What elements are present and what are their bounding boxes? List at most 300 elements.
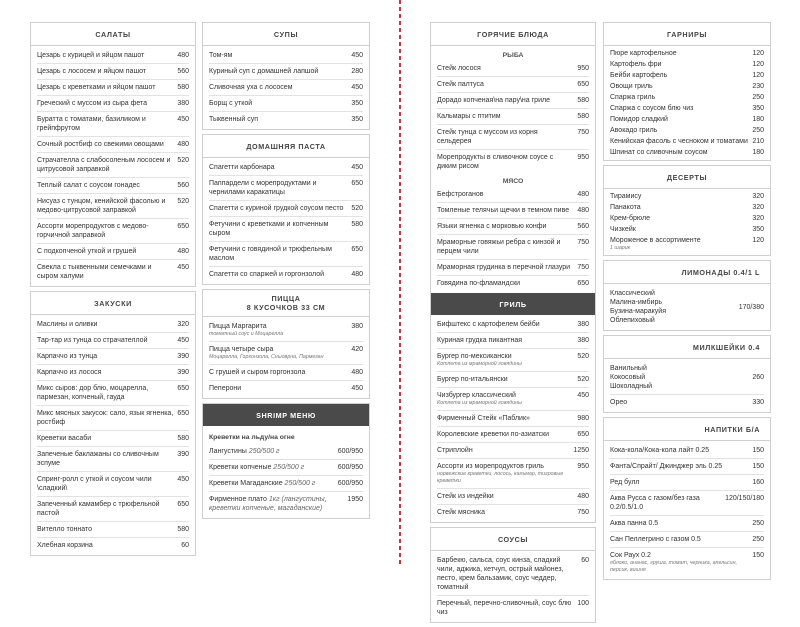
menu-item-name xyxy=(437,64,577,73)
menu-item-price: 320 xyxy=(177,321,189,328)
menu-item-price: 950 xyxy=(577,154,589,161)
menu-item-name xyxy=(209,115,351,124)
menu-item-price: 600/950 xyxy=(337,448,363,455)
milkshakes-price: 260 xyxy=(752,374,764,381)
menu-item-price: 1250 xyxy=(573,447,589,454)
menu-item-name xyxy=(610,49,752,58)
menu-item-row xyxy=(437,489,589,505)
menu-item-row xyxy=(209,267,363,282)
menu-item-title: Свекла с тыквенными семечками и сыром халуми xyxy=(37,264,152,280)
menu-item-name xyxy=(437,492,577,501)
sauces-list xyxy=(431,551,595,622)
menu-item-name xyxy=(437,238,577,256)
menu-item-price: 560 xyxy=(177,182,189,189)
menu-item-price: 480 xyxy=(177,248,189,255)
menu-item-name xyxy=(209,220,351,238)
menu-item-row xyxy=(209,476,363,492)
menu-item-title: Томленые телячьи щечки в темном пиве xyxy=(437,207,570,214)
menu-item-row xyxy=(437,61,589,77)
menu-item-price: 120 xyxy=(752,72,764,79)
menu-item-price: 650 xyxy=(577,81,589,88)
menu-item-row xyxy=(37,64,189,80)
menu-item-name xyxy=(209,67,351,76)
milkshakes-title: МИЛКШЕЙКИ 0.4 xyxy=(604,336,770,359)
menu-item-name xyxy=(437,320,577,329)
menu-item-title: Барбекю, сальса, соус кинза, сладкий чили, аджика, кетчуп, острый майонез, песто, крем бальзамик, соус чеддер, томатный xyxy=(437,557,564,591)
menu-item-price: 250 xyxy=(752,127,764,134)
milkshakes-names xyxy=(610,364,752,391)
drinks-section xyxy=(603,417,771,580)
menu-item-title: Запеченые баклажаны со сливочным эспуме xyxy=(37,451,159,467)
menu-item-name xyxy=(37,368,177,377)
menu-item-price: 350 xyxy=(752,226,764,233)
pizza-list xyxy=(203,317,369,398)
menu-item-title: Ред булл xyxy=(610,479,640,486)
lemonades-section xyxy=(603,260,771,331)
menu-item-title: Шпинат со сливочным соусом xyxy=(610,149,708,156)
menu-item-name xyxy=(437,336,577,345)
menu-item-title: Чизбургер классический xyxy=(437,392,516,399)
menu-item-row xyxy=(437,260,589,276)
menu-item-row xyxy=(209,460,363,476)
column-3 xyxy=(430,22,596,627)
menu-item-price: 950 xyxy=(577,65,589,72)
menu-item-title: Ванильный xyxy=(610,365,647,372)
desserts-section xyxy=(603,165,771,256)
menu-item-title: Сан Пеллегрино с газом 0.5 xyxy=(610,536,701,543)
menu-item-price: 180 xyxy=(752,116,764,123)
menu-item-title: Маслины и оливки xyxy=(37,321,98,328)
menu-item-row xyxy=(209,160,363,176)
menu-item-name xyxy=(209,51,351,60)
menu-item-row xyxy=(37,260,189,284)
menu-item-row xyxy=(437,349,589,372)
menu-item-title: Пеперони xyxy=(209,385,242,392)
menu-item-price: 350 xyxy=(752,105,764,112)
hot-section xyxy=(430,22,596,523)
menu-item-title: Говядина по-фламандски xyxy=(437,280,521,287)
menu-item-name xyxy=(37,263,177,281)
menu-item-row xyxy=(610,443,764,459)
menu-item-row xyxy=(37,365,189,381)
menu-item-title: Вителло тоннато xyxy=(37,526,92,533)
menu-item-title: Буратта с томатами, базиликом и грейпфрутом xyxy=(37,116,146,132)
menu-item-price: 750 xyxy=(577,239,589,246)
menu-item-row xyxy=(37,48,189,64)
pizza-section xyxy=(202,289,370,399)
menu-item-price: 150 xyxy=(752,552,764,559)
menu-item-name xyxy=(37,83,177,92)
menu-item-name xyxy=(610,126,752,135)
lemonades-row xyxy=(610,286,764,328)
menu-item-name xyxy=(437,414,577,423)
menu-item-title: Креветки васаби xyxy=(37,435,92,442)
menu-item-price: 650 xyxy=(177,385,189,392)
menu-item-title: Морепродукты в сливочном соусе с диким рисом xyxy=(437,154,554,170)
menu-item-title: Стейк палтуса xyxy=(437,81,484,88)
menu-item-name xyxy=(437,112,577,121)
menu-item-name xyxy=(437,462,577,485)
menu-item-price: 320 xyxy=(752,215,764,222)
menu-item-title: Шоколадный xyxy=(610,383,653,390)
menu-item-row xyxy=(610,136,764,147)
menu-item-row xyxy=(37,333,189,349)
menu-item-title: Карпаччо из лосося xyxy=(37,369,102,376)
menu-item-title: Стейк лосося xyxy=(437,65,481,72)
menu-item-name xyxy=(37,140,177,149)
menu-item-name xyxy=(37,500,177,518)
menu-item-row xyxy=(37,219,189,244)
menu-item-row xyxy=(37,96,189,112)
menu-item-price: 380 xyxy=(577,337,589,344)
lemonades-title: ЛИМОНАДЫ 0.4/1 L xyxy=(604,261,770,284)
menu-item-price: 1950 xyxy=(347,496,363,503)
menu-item-title: Спаржа с соусом блю чиз xyxy=(610,105,694,112)
menu-item-row xyxy=(610,532,764,548)
menu-item-price: 210 xyxy=(752,138,764,145)
menu-item-name xyxy=(209,322,351,338)
menu-item-name xyxy=(610,60,752,69)
menu-item-name xyxy=(37,475,177,493)
menu-item-weight: 250/500 г xyxy=(248,448,280,455)
menu-item-row xyxy=(437,203,589,219)
menu-item-name xyxy=(610,535,752,544)
menu-item-price: 230 xyxy=(752,83,764,90)
menu-item-price: 520 xyxy=(577,353,589,360)
drinks-title: НАПИТКИ Б/А xyxy=(604,418,770,441)
hot-title: ГОРЯЧИЕ БЛЮДА xyxy=(431,23,595,46)
menu-item-row xyxy=(37,381,189,406)
menu-item-row xyxy=(209,64,363,80)
menu-item-title: Аква Русса с газом/без газа 0.2/0.5/1.0 xyxy=(610,495,700,511)
menu-item-title: Куриный суп с домашней лапшой xyxy=(209,68,319,75)
menu-item-title: Перечный, перечно-сливочный, соус блю чиз xyxy=(437,600,572,616)
menu-item-title: Стейк из индейки xyxy=(437,493,494,500)
menu-item-name xyxy=(437,80,577,89)
menu-item-row xyxy=(610,202,764,213)
menu-item-row xyxy=(437,443,589,459)
menu-item-name xyxy=(37,320,177,329)
menu-item-price: 380 xyxy=(177,100,189,107)
menu-item-price: 480 xyxy=(177,141,189,148)
menu-item-price: 320 xyxy=(752,204,764,211)
lemonades-price: 170/380 xyxy=(738,303,764,311)
menu-item-row xyxy=(437,150,589,174)
menu-item-name xyxy=(37,541,181,550)
fish-subtitle: РЫБА xyxy=(502,52,524,59)
menu-item-title: Ассорти морепродуктов с медово-горчичной заправкой xyxy=(37,223,149,239)
menu-item-price: 650 xyxy=(177,410,189,417)
menu-item-price: 390 xyxy=(177,451,189,458)
menu-item-row xyxy=(610,213,764,224)
milkshake-oreo-price: 330 xyxy=(752,399,764,406)
menu-item-row xyxy=(209,112,363,127)
menu-item-row xyxy=(37,137,189,153)
column-1 xyxy=(30,22,196,560)
menu-item-name xyxy=(37,336,177,345)
menu-item-note: 1 шарик xyxy=(610,245,631,251)
menu-item-price: 520 xyxy=(177,198,189,205)
page-fold-divider xyxy=(399,0,401,566)
menu-item-name xyxy=(437,128,577,146)
grill-title: ГРИЛЬ xyxy=(431,293,595,315)
menu-item-row xyxy=(37,538,189,553)
desserts-list xyxy=(604,189,770,255)
menu-item-note: яблоко, ананас, груша, томат, черника, апельсин, персик, вишня xyxy=(610,560,737,573)
salads-title: САЛАТЫ xyxy=(31,23,195,46)
menu-item-name xyxy=(37,384,177,402)
menu-item-name xyxy=(209,447,338,456)
menu-item-row xyxy=(610,147,764,158)
menu-item-title: Малина-имбирь xyxy=(610,299,662,306)
menu-item-title: Овощи гриль xyxy=(610,83,653,90)
menu-item-row xyxy=(610,70,764,81)
menu-item-name xyxy=(209,495,347,513)
menu-item-price: 450 xyxy=(351,164,363,171)
menu-item-price: 120 xyxy=(752,50,764,57)
menu-item-title: Креветки копченые xyxy=(209,464,272,471)
menu-item-price: 750 xyxy=(577,509,589,516)
menu-item-price: 390 xyxy=(177,353,189,360)
lemonades-names xyxy=(610,289,739,325)
menu-item-title: Бургер по-мексикански xyxy=(437,353,512,360)
menu-item-title: Бейби картофель xyxy=(610,72,668,79)
menu-item-name xyxy=(437,263,577,272)
menu-item-price: 390 xyxy=(177,369,189,376)
menu-item-name xyxy=(610,93,752,102)
menu-item-name xyxy=(610,236,752,252)
menu-item-title: Микс сыров: дор блю, моцарелла, пармезан, копченый, гауда xyxy=(37,385,149,401)
grill-list xyxy=(431,315,595,522)
menu-item-row xyxy=(610,475,764,491)
menu-item-title: Спагетти карбонара xyxy=(209,164,275,171)
menu-item-name xyxy=(610,192,752,201)
menu-item-note: норвежские креветки, лосось, кальмар, тигровые креветки xyxy=(437,471,564,484)
menu-item-title: С подкопченой уткой и грушей xyxy=(37,248,137,255)
menu-item-name xyxy=(209,99,351,108)
menu-item-row xyxy=(37,153,189,178)
menu-item-row xyxy=(610,491,764,516)
menu-item-name xyxy=(437,352,577,368)
menu-item-title: Стриплойн xyxy=(437,447,473,454)
menu-item-title: Фирменное плато xyxy=(209,496,267,503)
menu-item-row xyxy=(209,96,363,112)
menu-item-row xyxy=(610,548,764,577)
menu-item-name xyxy=(610,214,752,223)
menu-item-price: 100 xyxy=(577,600,589,607)
menu-item-title: Крем-брюле xyxy=(610,215,650,222)
menu-item-name xyxy=(610,494,725,512)
snacks-section xyxy=(30,291,196,556)
menu-item-name xyxy=(37,99,177,108)
menu-item-row xyxy=(610,81,764,92)
menu-item-price: 480 xyxy=(351,369,363,376)
menu-item-row xyxy=(610,103,764,114)
menu-item-title: Карпаччо из тунца xyxy=(37,353,98,360)
menu-item-row xyxy=(37,431,189,447)
menu-item-title: Тыквенный суп xyxy=(209,116,259,123)
menu-item-title: Спагетти с куриной грудкой соусом песто xyxy=(209,205,344,212)
menu-item-name xyxy=(209,245,351,263)
menu-item-name xyxy=(437,222,577,231)
menu-item-row xyxy=(37,244,189,260)
menu-item-price: 600/950 xyxy=(337,464,363,471)
menu-item-name xyxy=(437,556,581,592)
menu-item-row xyxy=(37,194,189,219)
menu-item-title: Кокосовый xyxy=(610,374,646,381)
menu-item-name xyxy=(610,115,752,124)
menu-item-price: 420 xyxy=(351,346,363,353)
menu-item-title: Пицца Маргарита xyxy=(209,323,267,330)
menu-item-weight: 250/500 г xyxy=(273,464,305,471)
menu-item-title: Цезарь с лососем и яйцом пашот xyxy=(37,68,147,75)
menu-item-price: 320 xyxy=(752,193,764,200)
menu-item-price: 650 xyxy=(351,180,363,187)
menu-item-title: Тар-тар из тунца со страчателлой xyxy=(37,337,148,344)
salads-list xyxy=(31,46,195,286)
menu-item-title: Стейк тунца с муссом из корня сельдерея xyxy=(437,129,538,145)
menu-item-price: 380 xyxy=(351,323,363,330)
menu-item-title: Авокадо гриль xyxy=(610,127,658,134)
menu-item-title: Спаржа гриль xyxy=(610,94,656,101)
menu-item-price: 650 xyxy=(177,223,189,230)
menu-item-title: Пюре картофельное xyxy=(610,50,677,57)
sides-section xyxy=(603,22,771,161)
menu-item-note: Котлета из мраморной говядины xyxy=(437,361,522,367)
drinks-list xyxy=(604,441,770,579)
shrimp-title: SHRIMP МЕНЮ xyxy=(203,404,369,426)
menu-item-name xyxy=(610,137,752,146)
menu-item-title: Облепиховый xyxy=(610,317,655,324)
menu-item-name xyxy=(209,368,351,377)
menu-item-row xyxy=(610,516,764,532)
menu-item-name xyxy=(610,148,752,157)
menu-item-title: Помидор сладкий xyxy=(610,116,668,123)
menu-item-note: Котлета из мраморной говядины xyxy=(437,400,522,406)
menu-item-price: 160 xyxy=(752,479,764,486)
menu-item-name xyxy=(37,352,177,361)
menu-item-price: 60 xyxy=(181,542,189,549)
menu-item-row xyxy=(37,349,189,365)
menu-item-title: Стейк мясника xyxy=(437,509,485,516)
menu-item-title: Кока-кола/Кока-кола лайт 0.25 xyxy=(610,447,710,454)
menu-item-title: Сливочная уха с лососем xyxy=(209,84,293,91)
menu-item-name xyxy=(209,345,351,361)
menu-item-price: 580 xyxy=(577,113,589,120)
menu-item-price: 480 xyxy=(577,493,589,500)
menu-item-price: 650 xyxy=(577,431,589,438)
menu-item-title: Мраморная грудинка в перечной глазури xyxy=(437,264,571,271)
menu-item-title: Бузина-маракуйя xyxy=(610,308,666,315)
milkshakes-section xyxy=(603,335,771,413)
menu-item-name xyxy=(610,225,752,234)
menu-item-title: Ассорти из морепродуктов гриль xyxy=(437,463,544,470)
menu-item-price: 250 xyxy=(752,520,764,527)
menu-item-name xyxy=(437,430,577,439)
menu-item-row xyxy=(437,109,589,125)
menu-item-title: Пицца четыре сыра xyxy=(209,346,274,353)
menu-item-name xyxy=(610,104,752,113)
menu-item-name xyxy=(37,156,177,174)
menu-item-name xyxy=(437,279,577,288)
snacks-list xyxy=(31,315,195,555)
menu-item-price: 450 xyxy=(177,337,189,344)
menu-item-row xyxy=(437,187,589,203)
menu-item-name xyxy=(209,179,351,197)
menu-item-row xyxy=(437,125,589,150)
menu-item-row xyxy=(209,381,363,396)
menu-item-title: Том-ям xyxy=(209,52,233,59)
menu-item-row xyxy=(437,235,589,260)
menu-item-name xyxy=(610,82,752,91)
menu-item-row xyxy=(209,217,363,242)
menu-item-row xyxy=(610,59,764,70)
menu-item-title: С грушей и сыром горгонзола xyxy=(209,369,306,376)
salads-section xyxy=(30,22,196,287)
menu-item-row xyxy=(209,492,363,516)
shrimp-list xyxy=(209,444,363,516)
menu-item-title: Панакота xyxy=(610,204,641,211)
menu-item-title: Страчателла с слабосоленым лососем и цитрусовой заправкой xyxy=(37,157,171,173)
menu-item-price: 450 xyxy=(177,116,189,123)
menu-item-title: Спринг-ролл с уткой и соусом чили \сладкий\ xyxy=(37,476,152,492)
menu-item-row xyxy=(437,333,589,349)
menu-item-title: Языки ягненка с морковью конфи xyxy=(437,223,547,230)
menu-item-name xyxy=(209,463,338,472)
menu-item-title: Запеченный камамбер с трюфельной пастой xyxy=(37,501,160,517)
menu-item-name xyxy=(437,375,577,384)
menu-item-row xyxy=(437,505,589,520)
menu-item-name xyxy=(437,391,577,407)
menu-item-name xyxy=(437,508,577,517)
menu-item-row xyxy=(437,553,589,596)
menu-item-row xyxy=(209,365,363,381)
menu-item-weight: 250/500 г xyxy=(284,480,316,487)
menu-item-name xyxy=(610,446,752,455)
menu-item-price: 650 xyxy=(351,246,363,253)
menu-item-name xyxy=(209,163,351,172)
menu-item-name xyxy=(610,519,752,528)
menu-item-name xyxy=(209,204,351,213)
menu-item-title: Мраморные говяжьи ребра с кинзой и перцем чили xyxy=(437,239,561,255)
menu-item-note: томатный соус и Моцарелла xyxy=(209,331,284,337)
menu-item-name xyxy=(37,115,177,133)
column-4 xyxy=(603,22,771,584)
menu-item-name xyxy=(610,203,752,212)
menu-item-name xyxy=(209,479,338,488)
menu-item-price: 280 xyxy=(351,68,363,75)
menu-item-name xyxy=(437,599,577,617)
menu-item-row xyxy=(37,406,189,431)
menu-item-title: Сочный ростбиф со свежими овощами xyxy=(37,141,164,148)
menu-item-price: 450 xyxy=(351,84,363,91)
menu-item-row xyxy=(37,178,189,194)
menu-item-price: 250 xyxy=(752,94,764,101)
milkshakes-row xyxy=(610,361,764,395)
menu-item-row xyxy=(437,276,589,291)
menu-item-title: Цезарь с креветками и яйцом пашот xyxy=(37,84,156,91)
menu-item-title: Фирменный Стейк «Паблик» xyxy=(437,415,530,422)
menu-item-title: Фетучини с говядиной и трюфельным маслом xyxy=(209,246,332,262)
menu-item-row xyxy=(209,176,363,201)
meat-subtitle: МЯСО xyxy=(502,178,524,185)
meat-list xyxy=(437,187,589,291)
menu-item-price: 120 xyxy=(752,237,764,244)
menu-item-row xyxy=(37,447,189,472)
menu-item-row xyxy=(209,242,363,267)
menu-item-title: Борщ с уткой xyxy=(209,100,253,107)
menu-item-price: 580 xyxy=(177,526,189,533)
